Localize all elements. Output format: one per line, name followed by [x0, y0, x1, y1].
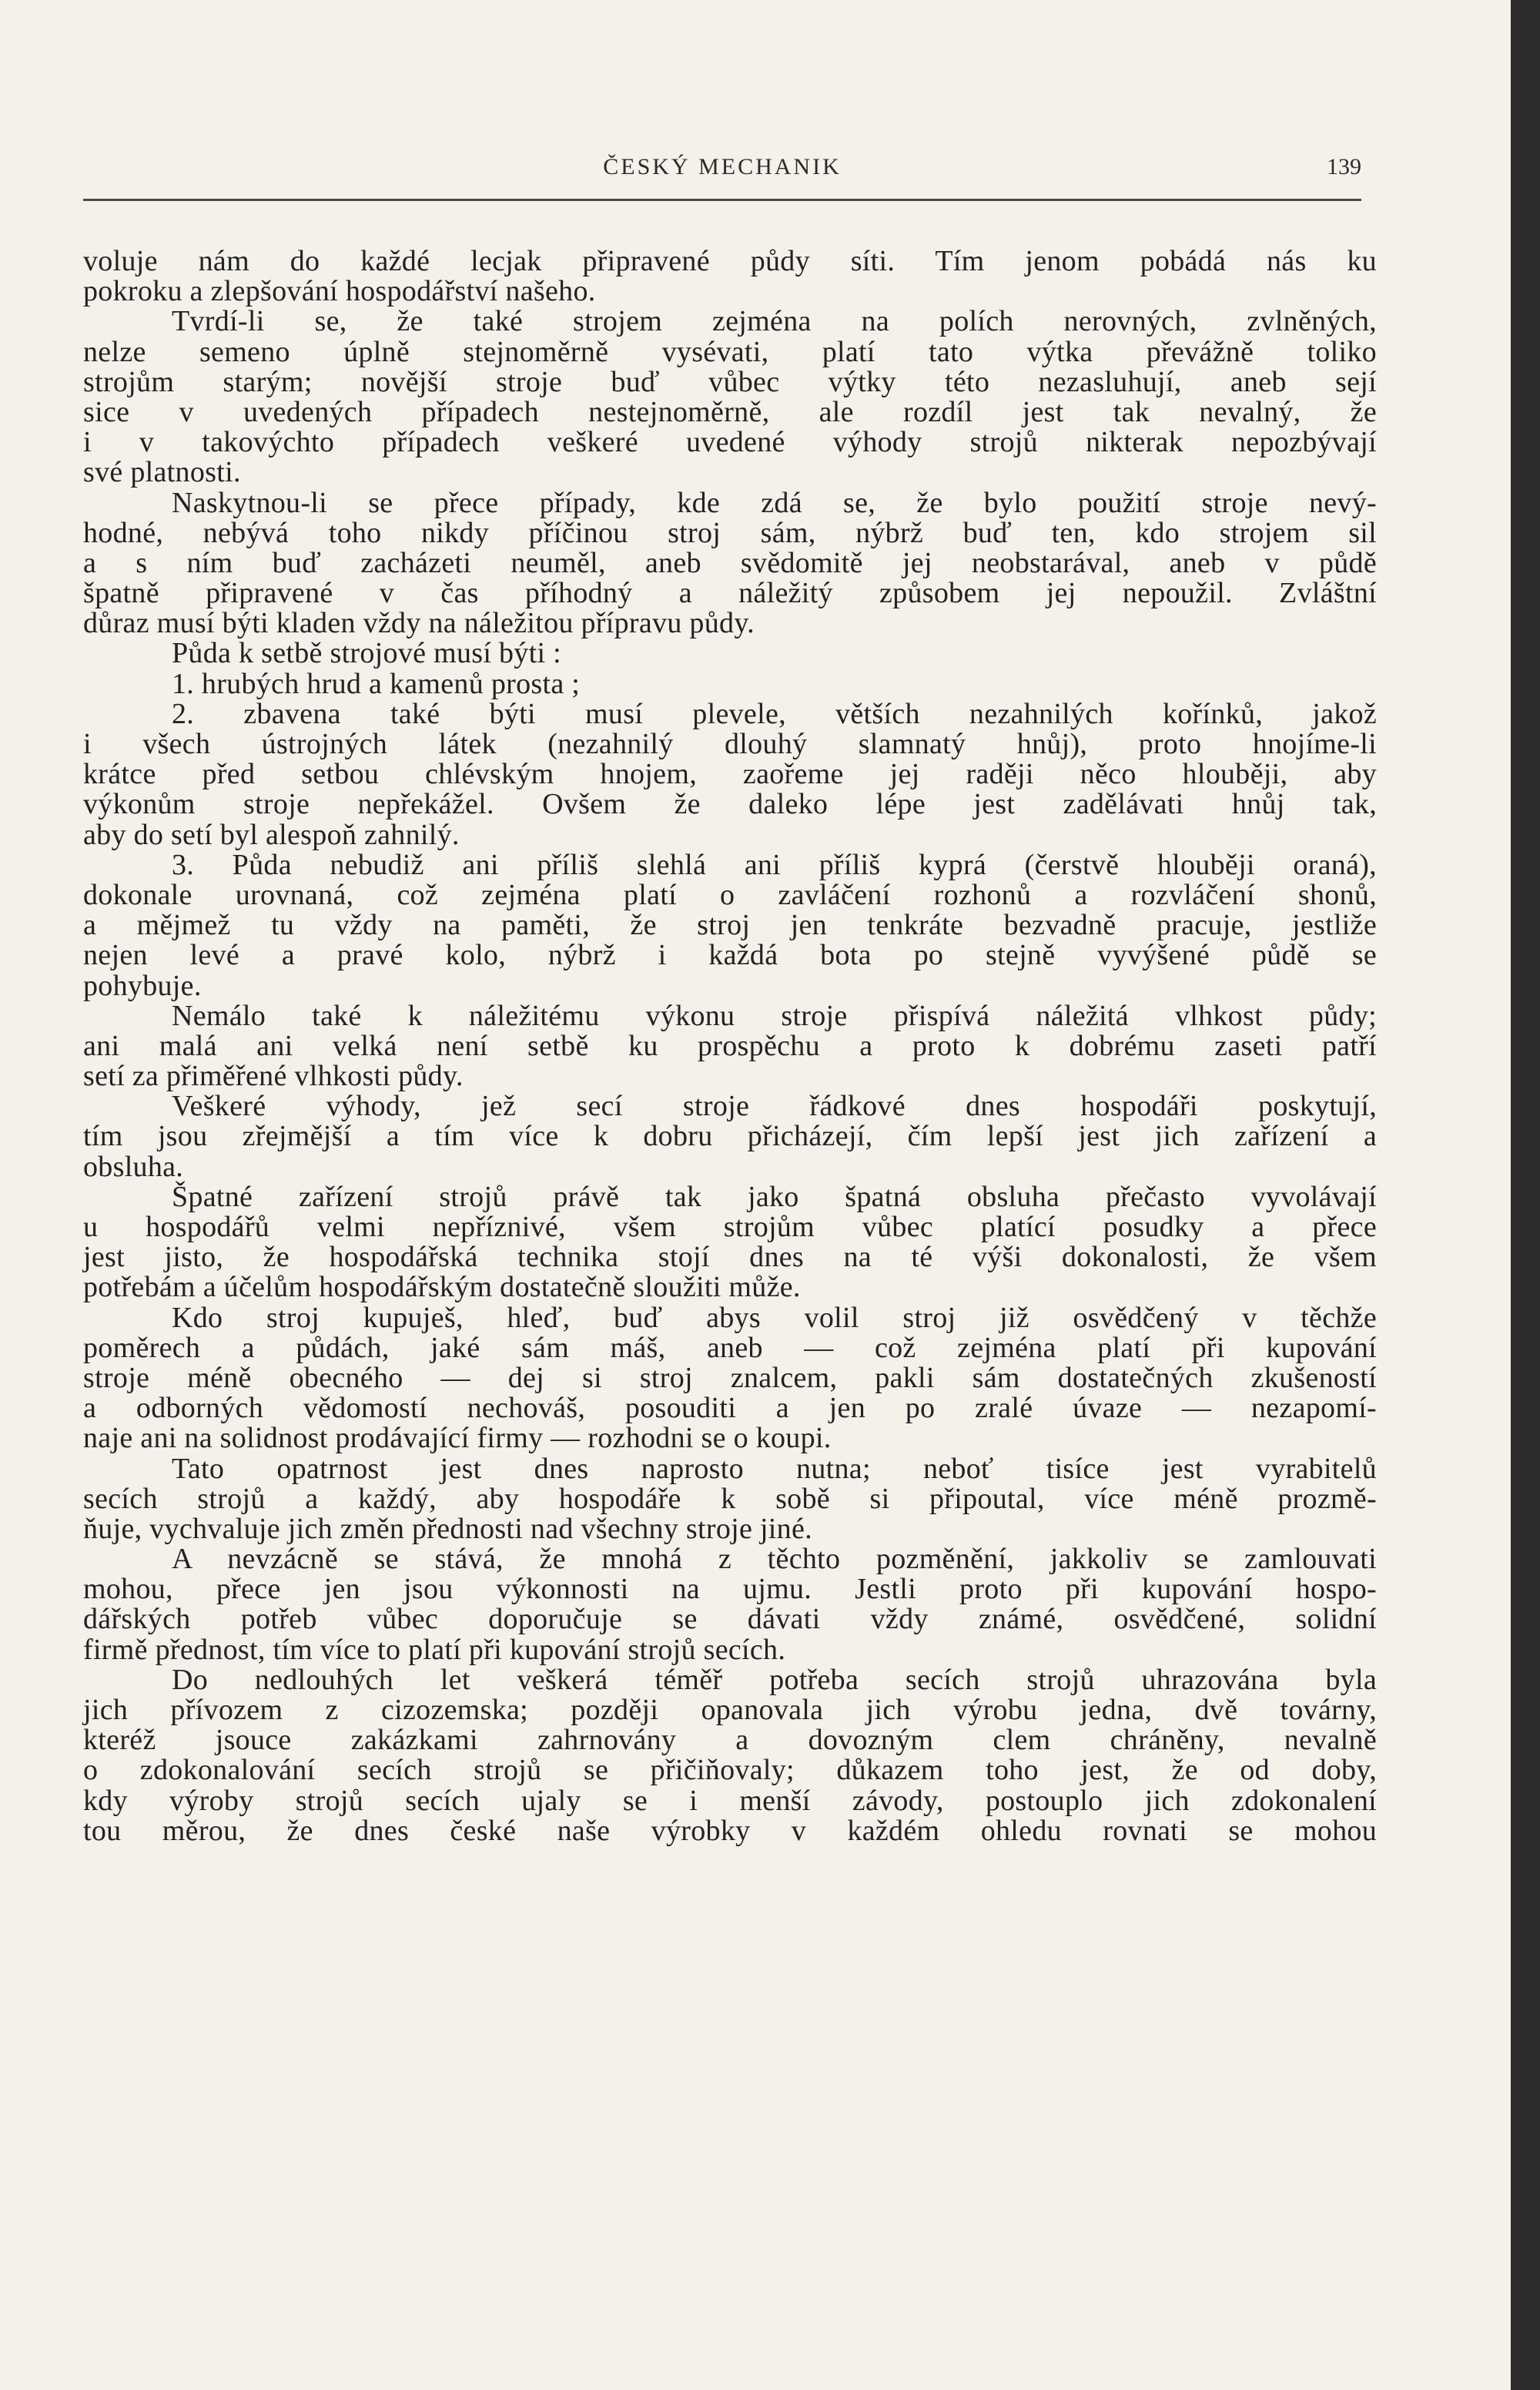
text-line: jich přívozem z cizozemska; později opanovala jich výrobu jedna, dvě továrny, [83, 1694, 1377, 1726]
text-line: 1. hrubých hrud a kamenů prosta ; [172, 667, 581, 700]
page-number: 139 [1327, 154, 1361, 179]
text-line: a mějmež tu vždy na paměti, že stroj jen tenkráte bezvadně pracuje, jestliže [83, 909, 1377, 942]
text-line: kdy výroby strojů secích ujaly se i menší závody, postouplo jich zdokonalení [83, 1784, 1377, 1817]
text-line: výkonům stroje nepřekážel. Ovšem že daleko lépe jest zadělávati hnůj tak, [83, 788, 1377, 821]
text-line: i všech ústrojných látek (nezahnilý dlouhý slamnatý hnůj), proto hnojíme-li [83, 728, 1377, 760]
text-line: nelze semeno úplně stejnoměrně vysévati, platí tato výtka převážně toliko [83, 335, 1377, 368]
text-line: Nemálo také k náležitému výkonu stroje přispívá náležitá vlhkost půdy; [172, 999, 1377, 1032]
text-line: Do nedlouhých let veškerá téměř potřeba secích strojů uhrazována byla [172, 1663, 1377, 1696]
text-line: 2. zbavena také býti musí plevele, větších nezahnilých kořínků, jakož [172, 697, 1377, 730]
text-line: jest jisto, že hospodářská technika stojí dnes na té výši dokonalosti, že všem [83, 1241, 1377, 1274]
text-line: voluje nám do každé lecjak připravené půdy síti. Tím jenom pobádá nás ku [83, 245, 1377, 277]
text-line: mohou, přece jen jsou výkonnosti na ujmu. Jestli proto při kupování hospo- [83, 1573, 1377, 1606]
text-line: secích strojů a každý, aby hospodáře k sobě si připoutal, více méně prozmě- [83, 1482, 1377, 1515]
running-head: ČESKÝ MECHANIK [603, 154, 842, 179]
text-line: hodné, nebývá toho nikdy příčinou stroj sám, nýbrž buď ten, kdo strojem sil [83, 516, 1377, 549]
text-line: Veškeré výhody, jež secí stroje řádkové dnes hospodáři poskytují, [172, 1090, 1377, 1123]
text-line: firmě přednost, tím více to platí při kupování strojů secích. [83, 1633, 786, 1666]
text-line: obsluha. [83, 1150, 184, 1183]
text-line: sice v uvedených případech nestejnoměrně, ale rozdíl jest tak nevalný, že [83, 395, 1377, 428]
text-line: tím jsou zřejmější a tím více k dobru přicházejí, čím lepší jest jich zařízení a [83, 1120, 1377, 1153]
text-line: pokroku a zlepšování hospodářství našeho. [83, 275, 596, 308]
text-line: krátce před setbou chlévským hnojem, zaořeme jej raději něco hlouběji, aby [83, 758, 1377, 791]
text-line: a s ním buď zacházeti neuměl, aneb svědomitě jej neobstarával, aneb v půdě [83, 546, 1377, 579]
text-line: setí za přiměřené vlhkosti půdy. [83, 1060, 464, 1093]
text-line: potřebám a účelům hospodářským dostatečně sloužiti může. [83, 1271, 801, 1304]
text-line: Tato opatrnost jest dnes naprosto nutna; neboť tisíce jest vyrabitelů [172, 1452, 1377, 1485]
text-line: a odborných vědomostí nechováš, posouditi a jen po zralé úvaze — nezapomí- [83, 1392, 1377, 1425]
text-line: špatně připravené v čas příhodný a náležitý způsobem jej nepoužil. Zvláštní [83, 577, 1377, 610]
text-line: dokonale urovnaná, což zejména platí o zavláčení rozhonů a rozvláčení shonů, [83, 878, 1377, 911]
text-line: Kdo stroj kupuješ, hleď, buď abys volil stroj již osvědčený v těchže [172, 1301, 1377, 1334]
text-line: Půda k setbě strojové musí býti : [172, 637, 561, 670]
text-line: naje ani na solidnost prodávající firmy — rozhodni se o koupi. [83, 1422, 832, 1455]
text-line: i v takovýchto případech veškeré uvedené výhody strojů nikterak nepozbývají [83, 426, 1377, 459]
text-line: Tvrdí-li se, že také strojem zejména na polích nerovných, zvlněných, [172, 305, 1377, 338]
text-line: Naskytnou-li se přece případy, kde zdá se, že bylo použití stroje nevý- [172, 486, 1377, 519]
text-line: strojům starým; novější stroje buď vůbec výtky této nezasluhují, aneb sejí [83, 365, 1377, 398]
text-line: nejen levé a pravé kolo, nýbrž i každá bota po stejně vyvýšené půdě se [83, 939, 1377, 972]
text-line: ani malá ani velká není setbě ku prospěchu a proto k dobrému zaseti patří [83, 1029, 1377, 1062]
text-line: ňuje, vychvaluje jich změn přednosti nad všechny stroje jiné. [83, 1512, 812, 1545]
text-line: aby do setí byl alespoň zahnilý. [83, 818, 460, 851]
text-line: o zdokonalování secích strojů se přičiňovaly; důkazem toho jest, že od doby, [83, 1754, 1377, 1787]
text-line: A nevzácně se stává, že mnohá z těchto pozměnění, jakkoliv se zamlouvati [172, 1543, 1377, 1576]
text-line: Špatné zařízení strojů právě tak jako špatná obsluha přečasto vyvolávají [172, 1180, 1377, 1213]
header-rule [83, 199, 1361, 201]
text-line: dářských potřeb vůbec doporučuje se dávati vždy známé, osvědčené, solidní [83, 1603, 1377, 1636]
body-text [83, 246, 1377, 1846]
text-line: 3. Půda nebudiž ani příliš slehlá ani příliš kyprá (čerstvě hlouběji oraná), [172, 848, 1377, 881]
text-line: své platnosti. [83, 456, 241, 489]
text-line: u hospodářů velmi nepříznivé, všem strojům vůbec platící posudky a přece [83, 1211, 1377, 1243]
text-line: poměrech a půdách, jaké sám máš, aneb — což zejména platí při kupování [83, 1331, 1377, 1364]
text-line: kteréž jsouce zakázkami zahrnovány a dovozným clem chráněny, nevalně [83, 1724, 1377, 1757]
text-line: pohybuje. [83, 969, 202, 1002]
text-line: stroje méně obecného — dej si stroj znalcem, pakli sám dostatečných zkušeností [83, 1361, 1377, 1394]
page-header [83, 154, 1361, 193]
text-line: důraz musí býti kladen vždy na náležitou přípravu půdy. [83, 607, 755, 640]
text-line: tou měrou, že dnes české naše výrobky v každém ohledu rovnati se mohou [83, 1814, 1377, 1847]
